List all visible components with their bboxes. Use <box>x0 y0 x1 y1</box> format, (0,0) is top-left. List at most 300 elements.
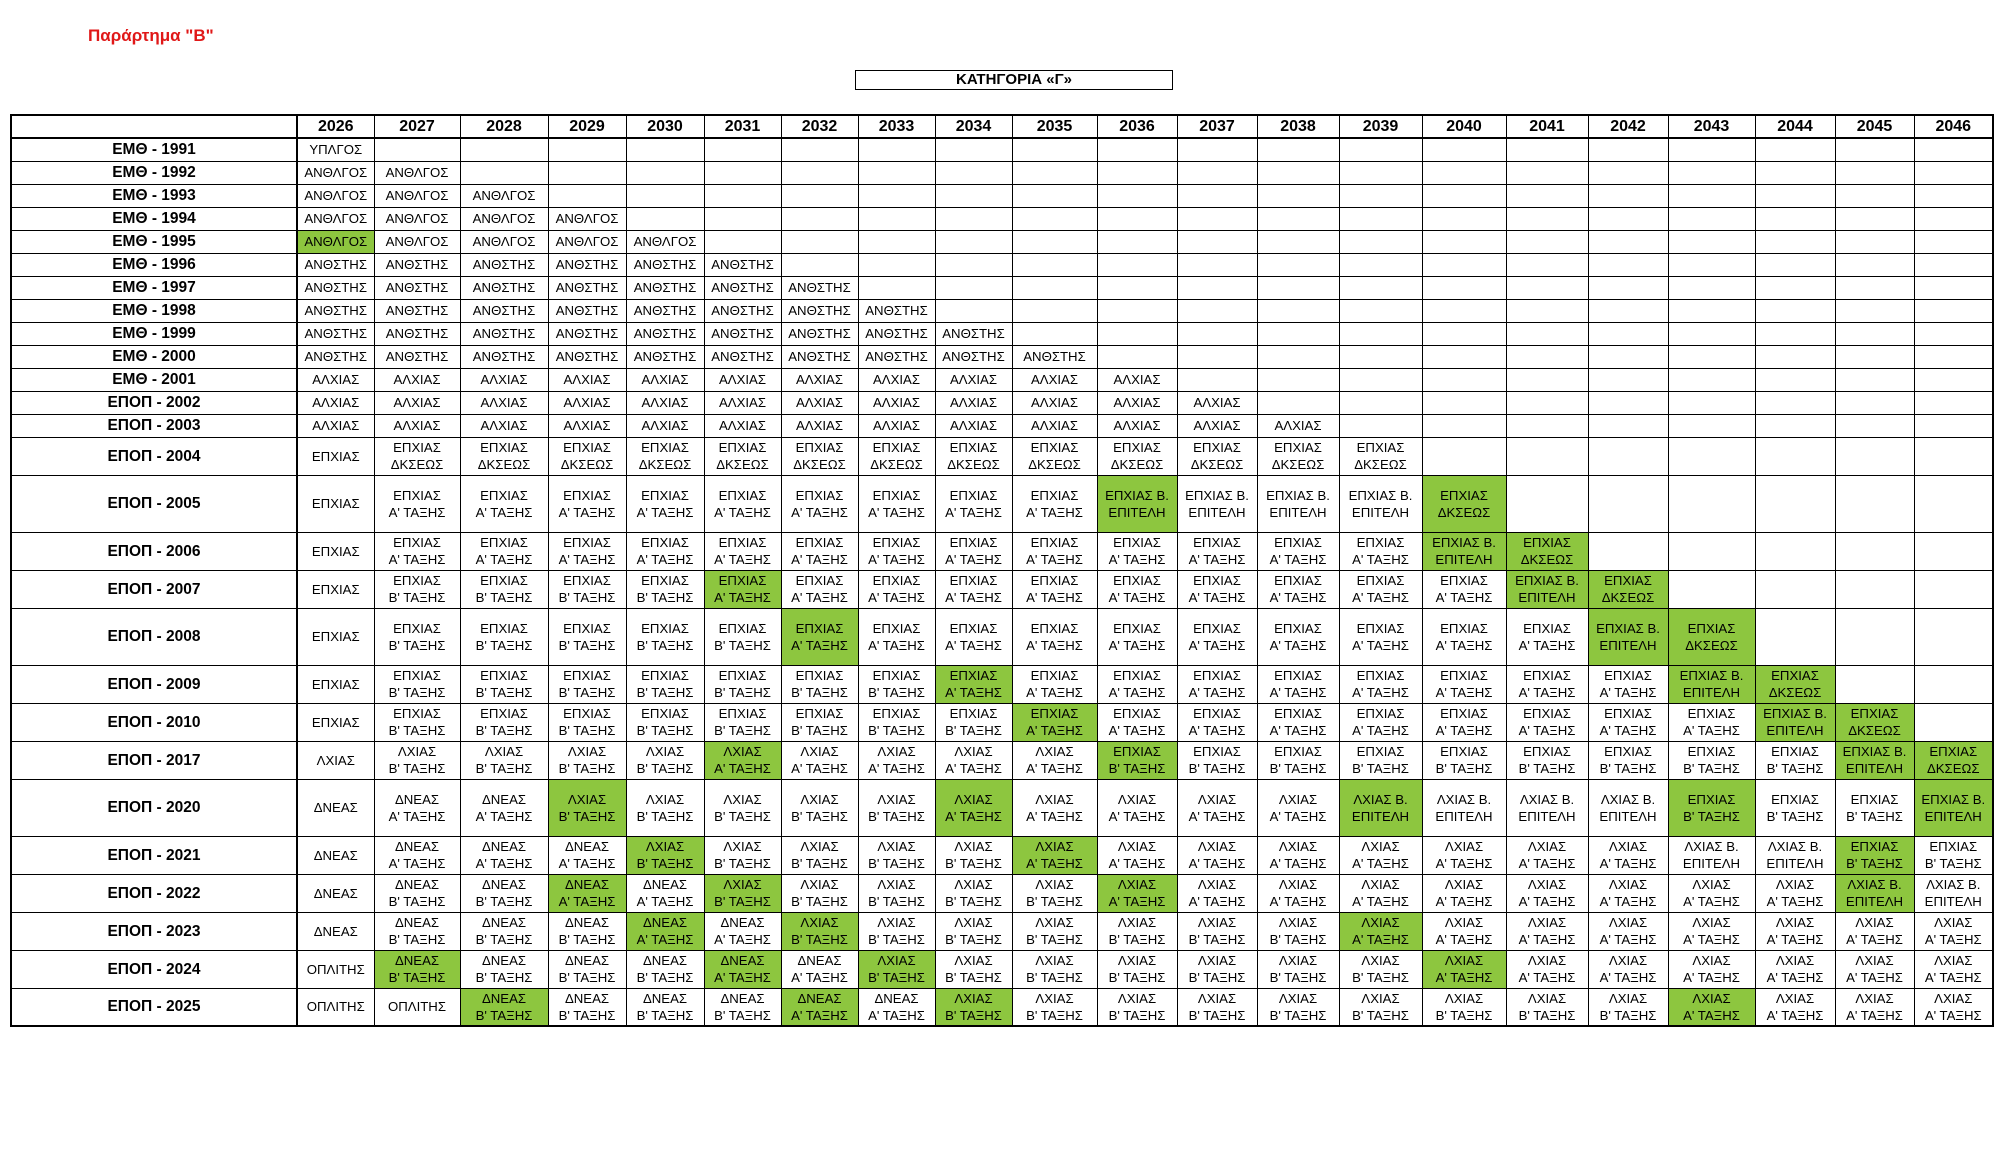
rank-cell: ΕΠΧΙΑΣ Α' ΤΑΞΗΣ <box>704 570 781 608</box>
rank-cell: ΛΧΙΑΣ Β' ΤΑΞΗΣ <box>1506 988 1588 1026</box>
row-label: ΕΠΟΠ - 2025 <box>11 988 297 1026</box>
rank-cell: ΑΛΧΙΑΣ <box>858 414 935 437</box>
rank-cell: ΕΠΧΙΑΣ Β' ΤΑΞΗΣ <box>374 608 460 665</box>
rank-cell: ΛΧΙΑΣ Β' ΤΑΞΗΣ <box>935 874 1012 912</box>
rank-cell: ΕΠΧΙΑΣ Β' ΤΑΞΗΣ <box>858 665 935 703</box>
row-label: ΕΜΘ - 2000 <box>11 345 297 368</box>
empty-cell <box>1097 138 1177 161</box>
rank-cell: ΛΧΙΑΣ Α' ΤΑΞΗΣ <box>1668 874 1755 912</box>
empty-cell <box>1257 345 1339 368</box>
rank-cell: ΛΧΙΑΣ Β' ΤΑΞΗΣ <box>781 836 858 874</box>
empty-cell <box>1422 276 1506 299</box>
rank-cell: ΑΛΧΙΑΣ <box>935 414 1012 437</box>
empty-cell <box>1097 253 1177 276</box>
empty-cell <box>1914 368 1993 391</box>
empty-cell <box>1506 184 1588 207</box>
empty-cell <box>935 276 1012 299</box>
empty-cell <box>626 161 704 184</box>
rank-cell: ΔΝΕΑΣ Α' ΤΑΞΗΣ <box>781 988 858 1026</box>
empty-cell <box>1177 299 1257 322</box>
empty-cell <box>1588 207 1668 230</box>
empty-cell <box>858 253 935 276</box>
empty-cell <box>1835 665 1914 703</box>
empty-cell <box>935 184 1012 207</box>
rank-cell: ΑΝΘΣΤΗΣ <box>374 253 460 276</box>
rank-cell: ΑΛΧΙΑΣ <box>1097 414 1177 437</box>
rank-cell: ΕΠΧΙΑΣ Β' ΤΑΞΗΣ <box>1835 836 1914 874</box>
empty-cell <box>1914 703 1993 741</box>
rank-cell: ΑΝΘΣΤΗΣ <box>297 345 374 368</box>
row-label: ΕΠΟΠ - 2024 <box>11 950 297 988</box>
empty-cell <box>1668 207 1755 230</box>
row-label: ΕΠΟΠ - 2022 <box>11 874 297 912</box>
year-header: 2035 <box>1012 115 1097 138</box>
rank-cell: ΕΠΧΙΑΣ Β' ΤΑΞΗΣ <box>1755 741 1835 779</box>
empty-cell <box>1588 184 1668 207</box>
rank-cell: ΕΠΧΙΑΣ Α' ΤΑΞΗΣ <box>460 532 548 570</box>
empty-cell <box>1588 345 1668 368</box>
rank-cell: ΛΧΙΑΣ Β' ΤΑΞΗΣ <box>858 836 935 874</box>
empty-cell <box>1422 414 1506 437</box>
rank-cell: ΕΠΧΙΑΣ Β' ΤΑΞΗΣ <box>1257 741 1339 779</box>
table-row <box>11 950 1993 988</box>
rank-cell: ΑΛΧΙΑΣ <box>1097 391 1177 414</box>
rank-cell: ΛΧΙΑΣ Α' ΤΑΞΗΣ <box>1914 950 1993 988</box>
rank-cell: ΑΝΘΣΤΗΣ <box>781 299 858 322</box>
rank-cell: ΑΛΧΙΑΣ <box>781 368 858 391</box>
rank-cell: ΛΧΙΑΣ Α' ΤΑΞΗΣ <box>781 741 858 779</box>
row-label: ΕΜΘ - 1994 <box>11 207 297 230</box>
rank-cell: ΛΧΙΑΣ Β' ΤΑΞΗΣ <box>704 874 781 912</box>
table-row <box>11 836 1993 874</box>
empty-cell <box>1422 138 1506 161</box>
empty-cell <box>1835 207 1914 230</box>
empty-cell <box>1755 437 1835 475</box>
empty-cell <box>704 184 781 207</box>
empty-cell <box>1588 276 1668 299</box>
rank-cell: ΛΧΙΑΣ Β. ΕΠΙΤΕΛΗ <box>1914 874 1993 912</box>
rank-cell: ΛΧΙΑΣ Α' ΤΑΞΗΣ <box>1422 912 1506 950</box>
empty-cell <box>1835 345 1914 368</box>
empty-cell <box>781 184 858 207</box>
rank-cell: ΕΠΧΙΑΣ Β' ΤΑΞΗΣ <box>1339 741 1422 779</box>
rank-cell: ΕΠΧΙΑΣ Β' ΤΑΞΗΣ <box>1835 779 1914 836</box>
rank-cell: ΛΧΙΑΣ Α' ΤΑΞΗΣ <box>1755 950 1835 988</box>
year-header: 2044 <box>1755 115 1835 138</box>
empty-cell <box>1835 368 1914 391</box>
rank-cell: ΕΠΧΙΑΣ Α' ΤΑΞΗΣ <box>1177 532 1257 570</box>
empty-cell <box>1914 299 1993 322</box>
empty-cell <box>1506 138 1588 161</box>
empty-cell <box>1339 253 1422 276</box>
rank-cell: ΕΠΧΙΑΣ Β. ΕΠΙΤΕΛΗ <box>1668 665 1755 703</box>
empty-cell <box>1012 207 1097 230</box>
empty-cell <box>1835 608 1914 665</box>
rank-cell: ΕΠΧΙΑΣ ΔΚΣΕΩΣ <box>460 437 548 475</box>
empty-cell <box>1755 532 1835 570</box>
rank-cell: ΑΛΧΙΑΣ <box>858 391 935 414</box>
rank-cell: ΕΠΧΙΑΣ Α' ΤΑΞΗΣ <box>460 475 548 532</box>
rank-cell: ΛΧΙΑΣ Α' ΤΑΞΗΣ <box>1177 874 1257 912</box>
rank-cell: ΕΠΧΙΑΣ Α' ΤΑΞΗΣ <box>1012 665 1097 703</box>
empty-cell <box>1422 299 1506 322</box>
empty-cell <box>858 138 935 161</box>
rank-cell: ΛΧΙΑΣ Β' ΤΑΞΗΣ <box>626 779 704 836</box>
rank-cell: ΕΠΧΙΑΣ ΔΚΣΕΩΣ <box>626 437 704 475</box>
rank-cell: ΔΝΕΑΣ Β' ΤΑΞΗΣ <box>374 874 460 912</box>
rank-cell: ΕΠΧΙΑΣ Β' ΤΑΞΗΣ <box>460 703 548 741</box>
rank-cell: ΑΛΧΙΑΣ <box>704 391 781 414</box>
rank-cell: ΕΠΧΙΑΣ Β' ΤΑΞΗΣ <box>1422 741 1506 779</box>
empty-cell <box>1506 368 1588 391</box>
empty-cell <box>1914 207 1993 230</box>
row-label: ΕΜΘ - 1992 <box>11 161 297 184</box>
rank-cell: ΑΛΧΙΑΣ <box>704 414 781 437</box>
empty-cell <box>1257 322 1339 345</box>
rank-cell: ΛΧΙΑΣ Α' ΤΑΞΗΣ <box>1668 912 1755 950</box>
empty-cell <box>1012 253 1097 276</box>
year-header: 2039 <box>1339 115 1422 138</box>
rank-cell: ΛΧΙΑΣ Β. ΕΠΙΤΕΛΗ <box>1835 874 1914 912</box>
rank-cell: ΛΧΙΑΣ Α' ΤΑΞΗΣ <box>1012 836 1097 874</box>
rank-cell: ΛΧΙΑΣ Α' ΤΑΞΗΣ <box>1177 836 1257 874</box>
empty-cell <box>935 138 1012 161</box>
empty-cell <box>1668 184 1755 207</box>
promotion-table <box>10 114 1994 1027</box>
rank-cell: ΕΠΧΙΑΣ Α' ΤΑΞΗΣ <box>1506 665 1588 703</box>
table-row <box>11 207 1993 230</box>
empty-cell <box>1177 368 1257 391</box>
empty-cell <box>1422 368 1506 391</box>
rank-cell: ΕΠΧΙΑΣ ΔΚΣΕΩΣ <box>1588 570 1668 608</box>
rank-cell: ΔΝΕΑΣ Β' ΤΑΞΗΣ <box>374 950 460 988</box>
empty-cell <box>1257 368 1339 391</box>
rank-cell: ΑΝΘΛΓΟΣ <box>297 184 374 207</box>
rank-cell: ΛΧΙΑΣ Α' ΤΑΞΗΣ <box>1506 874 1588 912</box>
empty-cell <box>1755 345 1835 368</box>
empty-cell <box>1588 475 1668 532</box>
empty-cell <box>1835 570 1914 608</box>
rank-cell: ΔΝΕΑΣ Α' ΤΑΞΗΣ <box>548 836 626 874</box>
rank-cell: ΔΝΕΑΣ Α' ΤΑΞΗΣ <box>704 950 781 988</box>
rank-cell: ΕΠΧΙΑΣ Α' ΤΑΞΗΣ <box>1097 532 1177 570</box>
year-header: 2042 <box>1588 115 1668 138</box>
year-header: 2036 <box>1097 115 1177 138</box>
rank-cell: ΕΠΧΙΑΣ ΔΚΣΕΩΣ <box>858 437 935 475</box>
table-row <box>11 665 1993 703</box>
rank-cell: ΛΧΙΑΣ Α' ΤΑΞΗΣ <box>1257 779 1339 836</box>
empty-cell <box>460 161 548 184</box>
empty-cell <box>1588 138 1668 161</box>
rank-cell: ΕΠΧΙΑΣ ΔΚΣΕΩΣ <box>1755 665 1835 703</box>
rank-cell: ΑΛΧΙΑΣ <box>374 414 460 437</box>
rank-cell: ΛΧΙΑΣ Β' ΤΑΞΗΣ <box>1257 950 1339 988</box>
table-row <box>11 345 1993 368</box>
rank-cell: ΕΠΧΙΑΣ Β' ΤΑΞΗΣ <box>460 570 548 608</box>
rank-cell: ΕΠΧΙΑΣ Β' ΤΑΞΗΣ <box>1097 741 1177 779</box>
empty-cell <box>1755 391 1835 414</box>
empty-cell <box>1177 161 1257 184</box>
empty-cell <box>1097 322 1177 345</box>
rank-cell: ΛΧΙΑΣ Α' ΤΑΞΗΣ <box>1422 874 1506 912</box>
empty-cell <box>1257 253 1339 276</box>
rank-cell: ΛΧΙΑΣ Α' ΤΑΞΗΣ <box>1506 950 1588 988</box>
empty-cell <box>1755 368 1835 391</box>
table-row <box>11 161 1993 184</box>
empty-cell <box>1914 475 1993 532</box>
rank-cell: ΛΧΙΑΣ Α' ΤΑΞΗΣ <box>1835 912 1914 950</box>
rank-cell: ΔΝΕΑΣ Α' ΤΑΞΗΣ <box>548 874 626 912</box>
empty-cell <box>781 207 858 230</box>
rank-cell: ΛΧΙΑΣ Β. ΕΠΙΤΕΛΗ <box>1339 779 1422 836</box>
rank-cell: ΑΛΧΙΑΣ <box>460 414 548 437</box>
table-row <box>11 276 1993 299</box>
empty-cell <box>1506 299 1588 322</box>
rank-cell: ΛΧΙΑΣ Α' ΤΑΞΗΣ <box>1914 912 1993 950</box>
rank-cell: ΕΠΧΙΑΣ Α' ΤΑΞΗΣ <box>1422 703 1506 741</box>
rank-cell: ΑΛΧΙΑΣ <box>1012 368 1097 391</box>
rank-cell: ΕΠΧΙΑΣ Β' ΤΑΞΗΣ <box>1506 741 1588 779</box>
rank-cell: ΕΠΧΙΑΣ Α' ΤΑΞΗΣ <box>1506 703 1588 741</box>
rank-cell: ΕΠΧΙΑΣ Α' ΤΑΞΗΣ <box>1506 608 1588 665</box>
empty-cell <box>1339 368 1422 391</box>
rank-cell: ΑΛΧΙΑΣ <box>548 368 626 391</box>
rank-cell: ΕΠΧΙΑΣ Α' ΤΑΞΗΣ <box>1339 665 1422 703</box>
rank-cell: ΕΠΧΙΑΣ Α' ΤΑΞΗΣ <box>1422 608 1506 665</box>
empty-cell <box>1012 184 1097 207</box>
year-header: 2026 <box>297 115 374 138</box>
rank-cell: ΕΠΧΙΑΣ ΔΚΣΕΩΣ <box>1339 437 1422 475</box>
rank-cell: ΑΝΘΣΤΗΣ <box>781 345 858 368</box>
table-row <box>11 391 1993 414</box>
rank-cell: ΛΧΙΑΣ Β' ΤΑΞΗΣ <box>1097 950 1177 988</box>
rank-cell: ΛΧΙΑΣ Β' ΤΑΞΗΣ <box>1422 988 1506 1026</box>
empty-cell <box>1755 322 1835 345</box>
rank-cell: ΑΝΘΛΓΟΣ <box>374 161 460 184</box>
empty-cell <box>704 230 781 253</box>
rank-cell: ΕΠΧΙΑΣ <box>297 437 374 475</box>
table-body <box>11 138 1993 1026</box>
empty-cell <box>935 207 1012 230</box>
rank-cell: ΛΧΙΑΣ Β' ΤΑΞΗΣ <box>858 950 935 988</box>
empty-cell <box>1835 253 1914 276</box>
rank-cell: ΕΠΧΙΑΣ Β. ΕΠΙΤΕΛΗ <box>1506 570 1588 608</box>
empty-cell <box>1339 138 1422 161</box>
empty-cell <box>1257 391 1339 414</box>
rank-cell: ΕΠΧΙΑΣ Α' ΤΑΞΗΣ <box>1097 608 1177 665</box>
empty-cell <box>626 138 704 161</box>
row-label: ΕΠΟΠ - 2023 <box>11 912 297 950</box>
rank-cell: ΑΝΘΣΤΗΣ <box>626 322 704 345</box>
rank-cell: ΕΠΧΙΑΣ ΔΚΣΕΩΣ <box>1422 475 1506 532</box>
rank-cell: ΛΧΙΑΣ Α' ΤΑΞΗΣ <box>1506 912 1588 950</box>
rank-cell: ΑΛΧΙΑΣ <box>935 391 1012 414</box>
empty-cell <box>1835 391 1914 414</box>
rank-cell: ΛΧΙΑΣ Β' ΤΑΞΗΣ <box>460 741 548 779</box>
empty-cell <box>1506 437 1588 475</box>
empty-cell <box>1755 207 1835 230</box>
empty-cell <box>1835 532 1914 570</box>
rank-cell: ΛΧΙΑΣ <box>297 741 374 779</box>
empty-cell <box>1339 345 1422 368</box>
rank-cell: ΑΝΘΛΓΟΣ <box>297 207 374 230</box>
rank-cell: ΕΠΧΙΑΣ Α' ΤΑΞΗΣ <box>374 475 460 532</box>
table-row <box>11 475 1993 532</box>
rank-cell: ΔΝΕΑΣ Β' ΤΑΞΗΣ <box>460 912 548 950</box>
rank-cell: ΛΧΙΑΣ Β' ΤΑΞΗΣ <box>781 912 858 950</box>
empty-cell <box>1012 322 1097 345</box>
rank-cell: ΕΠΧΙΑΣ Α' ΤΑΞΗΣ <box>1257 608 1339 665</box>
empty-cell <box>1835 414 1914 437</box>
rank-cell: ΛΧΙΑΣ Β' ΤΑΞΗΣ <box>1177 988 1257 1026</box>
rank-cell: ΑΝΘΣΤΗΣ <box>548 345 626 368</box>
rank-cell: ΕΠΧΙΑΣ ΔΚΣΕΩΣ <box>704 437 781 475</box>
rank-cell: ΕΠΧΙΑΣ Α' ΤΑΞΗΣ <box>781 608 858 665</box>
empty-cell <box>1914 138 1993 161</box>
empty-cell <box>1422 322 1506 345</box>
empty-cell <box>374 138 460 161</box>
rank-cell: ΑΝΘΣΤΗΣ <box>626 253 704 276</box>
empty-cell <box>1755 299 1835 322</box>
rank-cell: ΕΠΧΙΑΣ Α' ΤΑΞΗΣ <box>1588 665 1668 703</box>
rank-cell: ΔΝΕΑΣ Α' ΤΑΞΗΣ <box>460 779 548 836</box>
rank-cell: ΔΝΕΑΣ Β' ΤΑΞΗΣ <box>460 988 548 1026</box>
empty-cell <box>1097 230 1177 253</box>
empty-cell <box>1339 230 1422 253</box>
rank-cell: ΛΧΙΑΣ Β' ΤΑΞΗΣ <box>626 836 704 874</box>
rank-cell: ΕΠΧΙΑΣ ΔΚΣΕΩΣ <box>935 437 1012 475</box>
table-row <box>11 368 1993 391</box>
rank-cell: ΛΧΙΑΣ Β' ΤΑΞΗΣ <box>1012 874 1097 912</box>
table-row <box>11 437 1993 475</box>
empty-cell <box>1755 230 1835 253</box>
rank-cell: ΕΠΧΙΑΣ ΔΚΣΕΩΣ <box>1668 608 1755 665</box>
row-label: ΕΠΟΠ - 2020 <box>11 779 297 836</box>
rank-cell: ΑΛΧΙΑΣ <box>935 368 1012 391</box>
empty-cell <box>1914 276 1993 299</box>
empty-cell <box>858 184 935 207</box>
rank-cell: ΕΠΧΙΑΣ Α' ΤΑΞΗΣ <box>1012 608 1097 665</box>
rank-cell: ΑΝΘΣΤΗΣ <box>704 322 781 345</box>
empty-cell <box>858 207 935 230</box>
rank-cell: ΕΠΧΙΑΣ Α' ΤΑΞΗΣ <box>1177 608 1257 665</box>
rank-cell: ΕΠΧΙΑΣ Β. ΕΠΙΤΕΛΗ <box>1588 608 1668 665</box>
empty-cell <box>1835 475 1914 532</box>
rank-cell: ΕΠΧΙΑΣ Β. ΕΠΙΤΕΛΗ <box>1755 703 1835 741</box>
empty-cell <box>1835 437 1914 475</box>
rank-cell: ΛΧΙΑΣ Α' ΤΑΞΗΣ <box>1588 950 1668 988</box>
rank-cell: ΔΝΕΑΣ Β' ΤΑΞΗΣ <box>374 912 460 950</box>
rank-cell: ΛΧΙΑΣ Β' ΤΑΞΗΣ <box>935 836 1012 874</box>
empty-cell <box>1668 437 1755 475</box>
row-label: ΕΠΟΠ - 2003 <box>11 414 297 437</box>
empty-cell <box>781 230 858 253</box>
rank-cell: ΑΝΘΣΤΗΣ <box>297 299 374 322</box>
rank-cell: ΕΠΧΙΑΣ Β' ΤΑΞΗΣ <box>626 665 704 703</box>
rank-cell: ΛΧΙΑΣ Β' ΤΑΞΗΣ <box>1588 988 1668 1026</box>
rank-cell: ΑΛΧΙΑΣ <box>548 414 626 437</box>
rank-cell: ΛΧΙΑΣ Β' ΤΑΞΗΣ <box>548 741 626 779</box>
rank-cell: ΑΝΘΣΤΗΣ <box>704 276 781 299</box>
empty-cell <box>935 161 1012 184</box>
empty-cell <box>1177 138 1257 161</box>
rank-cell: ΑΝΘΛΓΟΣ <box>297 230 374 253</box>
rank-cell: ΕΠΧΙΑΣ ΔΚΣΕΩΣ <box>1257 437 1339 475</box>
rank-cell: ΑΝΘΣΤΗΣ <box>297 253 374 276</box>
rank-cell: ΕΠΧΙΑΣ Α' ΤΑΞΗΣ <box>1177 703 1257 741</box>
rank-cell: ΕΠΧΙΑΣ Α' ΤΑΞΗΣ <box>374 532 460 570</box>
rank-cell: ΛΧΙΑΣ Α' ΤΑΞΗΣ <box>1012 741 1097 779</box>
rank-cell: ΛΧΙΑΣ Β' ΤΑΞΗΣ <box>626 741 704 779</box>
rank-cell: ΑΝΘΛΓΟΣ <box>374 207 460 230</box>
rank-cell: ΕΠΧΙΑΣ Α' ΤΑΞΗΣ <box>704 475 781 532</box>
rank-cell: ΑΝΘΣΤΗΣ <box>935 322 1012 345</box>
rank-cell: ΕΠΧΙΑΣ Α' ΤΑΞΗΣ <box>1257 665 1339 703</box>
rank-cell: ΕΠΧΙΑΣ Β' ΤΑΞΗΣ <box>374 665 460 703</box>
rank-cell: ΑΛΧΙΑΣ <box>858 368 935 391</box>
rank-cell: ΔΝΕΑΣ <box>297 912 374 950</box>
corner-cell <box>11 115 297 138</box>
rank-cell: ΔΝΕΑΣ Β' ΤΑΞΗΣ <box>460 874 548 912</box>
rank-cell: ΔΝΕΑΣ Β' ΤΑΞΗΣ <box>460 950 548 988</box>
year-header: 2031 <box>704 115 781 138</box>
empty-cell <box>1668 253 1755 276</box>
empty-cell <box>548 184 626 207</box>
empty-cell <box>1097 184 1177 207</box>
empty-cell <box>1097 161 1177 184</box>
rank-cell: ΔΝΕΑΣ Β' ΤΑΞΗΣ <box>548 988 626 1026</box>
rank-cell: ΕΠΧΙΑΣ <box>297 665 374 703</box>
rank-cell: ΕΠΧΙΑΣ Α' ΤΑΞΗΣ <box>1012 475 1097 532</box>
rank-cell: ΕΠΧΙΑΣ Α' ΤΑΞΗΣ <box>1177 665 1257 703</box>
empty-cell <box>1588 253 1668 276</box>
rank-cell: ΛΧΙΑΣ Β' ΤΑΞΗΣ <box>1012 988 1097 1026</box>
row-label: ΕΠΟΠ - 2009 <box>11 665 297 703</box>
empty-cell <box>1257 299 1339 322</box>
rank-cell: ΑΝΘΣΤΗΣ <box>374 299 460 322</box>
empty-cell <box>1422 207 1506 230</box>
rank-cell: ΑΝΘΣΤΗΣ <box>297 322 374 345</box>
rank-cell: ΛΧΙΑΣ Α' ΤΑΞΗΣ <box>1177 779 1257 836</box>
empty-cell <box>1755 475 1835 532</box>
rank-cell: ΛΧΙΑΣ Β' ΤΑΞΗΣ <box>1097 912 1177 950</box>
empty-cell <box>1914 322 1993 345</box>
rank-cell: ΕΠΧΙΑΣ Α' ΤΑΞΗΣ <box>1339 532 1422 570</box>
category-title: ΚΑΤΗΓΟΡΙΑ «Γ» <box>855 70 1173 90</box>
empty-cell <box>1588 161 1668 184</box>
empty-cell <box>781 138 858 161</box>
rank-cell: ΛΧΙΑΣ Α' ΤΑΞΗΣ <box>1257 874 1339 912</box>
table-row <box>11 874 1993 912</box>
rank-cell: ΛΧΙΑΣ Α' ΤΑΞΗΣ <box>858 741 935 779</box>
rank-cell: ΕΠΧΙΑΣ Β' ΤΑΞΗΣ <box>704 608 781 665</box>
empty-cell <box>1339 184 1422 207</box>
rank-cell: ΕΠΧΙΑΣ Β' ΤΑΞΗΣ <box>626 608 704 665</box>
rank-cell: ΕΠΧΙΑΣ Α' ΤΑΞΗΣ <box>1257 532 1339 570</box>
rank-cell: ΔΝΕΑΣ Α' ΤΑΞΗΣ <box>704 912 781 950</box>
rank-cell: ΛΧΙΑΣ Α' ΤΑΞΗΣ <box>1755 988 1835 1026</box>
empty-cell <box>1588 414 1668 437</box>
empty-cell <box>1097 207 1177 230</box>
rank-cell: ΔΝΕΑΣ Β' ΤΑΞΗΣ <box>626 950 704 988</box>
rank-cell: ΕΠΧΙΑΣ Α' ΤΑΞΗΣ <box>935 608 1012 665</box>
table-row <box>11 988 1993 1026</box>
empty-cell <box>1668 138 1755 161</box>
rank-cell: ΕΠΧΙΑΣ Β. ΕΠΙΤΕΛΗ <box>1177 475 1257 532</box>
empty-cell <box>1012 230 1097 253</box>
rank-cell: ΔΝΕΑΣ Α' ΤΑΞΗΣ <box>374 836 460 874</box>
rank-cell: ΑΝΘΣΤΗΣ <box>460 253 548 276</box>
